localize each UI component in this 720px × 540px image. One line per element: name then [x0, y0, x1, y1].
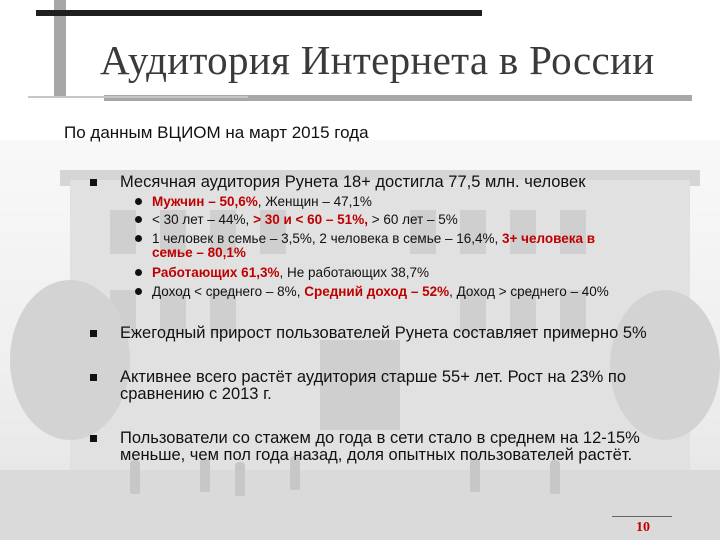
- sub-bullet-highlight: Средний доход – 52%: [304, 284, 450, 299]
- bullet-text-line1: Пользователи со стажем до года в сети стало в среднем на 12-15%: [120, 429, 640, 447]
- sub-bullet-age: [152, 213, 458, 227]
- bullet-text: Ежегодный прирост пользователей Рунета составляет примерно 5%: [120, 324, 647, 342]
- title-frame-top-bar: [36, 10, 482, 16]
- sub-bullet-income: [152, 285, 609, 299]
- round-bullet-icon: [135, 216, 142, 223]
- round-bullet-icon: [135, 269, 142, 276]
- page-number-rule: [612, 516, 672, 517]
- sub-bullet-family: [152, 232, 595, 260]
- bullet-user-experience: [120, 430, 640, 464]
- square-bullet-icon: [90, 374, 97, 381]
- sub-bullet-text: < 30 лет – 44%,: [152, 212, 254, 227]
- sub-bullet-text: , Не работающих 38,7%: [279, 265, 430, 280]
- page-number: 10: [636, 520, 650, 535]
- bullet-annual-growth: [120, 325, 647, 342]
- sub-bullet-highlight: семье – 80,1%: [152, 245, 246, 260]
- sub-bullet-text: , Доход > среднего – 40%: [449, 284, 609, 299]
- round-bullet-icon: [135, 198, 142, 205]
- bullet-older-audience: [120, 369, 626, 403]
- square-bullet-icon: [90, 330, 97, 337]
- square-bullet-icon: [90, 179, 97, 186]
- bullet-text-line2: меньше, чем пол года назад, доля опытных пользователей растёт.: [120, 446, 633, 464]
- bullet-text: Месячная аудитория Рунета 18+ достигла 77,5 млн. человек: [120, 173, 586, 191]
- sub-bullet-highlight: Работающих 61,3%: [152, 265, 280, 280]
- round-bullet-icon: [135, 235, 142, 242]
- sub-bullet-highlight: 3+ человека в: [502, 231, 596, 246]
- bullet-text-line1: Активнее всего растёт аудитория старше 55+ лет. Рост на 23% по: [120, 368, 627, 386]
- sub-bullet-highlight: Мужчин – 50,6%: [152, 194, 258, 209]
- sub-bullet-employment: [152, 266, 429, 280]
- sub-bullet-text: Доход < среднего – 8%,: [152, 284, 305, 299]
- bullet-monthly-audience: [120, 174, 585, 191]
- round-bullet-icon: [135, 288, 142, 295]
- bullet-text-line2: сравнению с 2013 г.: [120, 385, 272, 403]
- slide-title: Аудитория Интернета в России: [100, 37, 655, 83]
- title-frame-underline: [28, 96, 248, 98]
- sub-bullet-text: , Женщин – 47,1%: [257, 194, 372, 209]
- square-bullet-icon: [90, 435, 97, 442]
- sub-bullet-text: 1 человек в семье – 3,5%, 2 человека в семье – 16,4%,: [152, 231, 503, 246]
- sub-bullet-text: > 60 лет – 5%: [367, 212, 458, 227]
- sub-bullet-highlight: > 30 и < 60 – 51%,: [253, 212, 368, 227]
- sub-bullet-gender: [152, 195, 372, 209]
- slide-subtitle: По данным ВЦИОМ на март 2015 года: [64, 123, 369, 142]
